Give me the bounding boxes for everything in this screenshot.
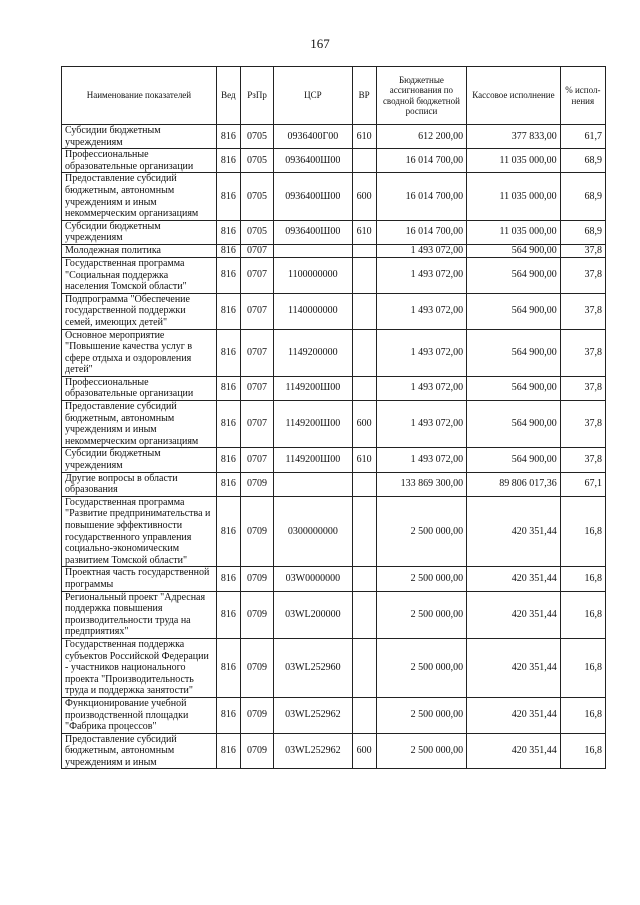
- row-name-cell: Региональный проект "Адресная поддержка повышения производительности труда на предприятиях": [62, 591, 217, 638]
- row-percent-cell: 37,8: [560, 244, 605, 257]
- row-percent-cell: 37,8: [560, 401, 605, 448]
- row-rzpr-cell: 0705: [240, 220, 273, 244]
- row-ved-cell: 816: [216, 401, 240, 448]
- row-vr-cell: [352, 591, 376, 638]
- row-ved-cell: 816: [216, 591, 240, 638]
- row-rzpr-cell: 0705: [240, 149, 273, 173]
- row-assignments-cell: 2 500 000,00: [376, 638, 466, 697]
- row-csr-cell: [274, 244, 352, 257]
- row-rzpr-cell: 0709: [240, 697, 273, 733]
- row-cash-cell: 564 900,00: [467, 401, 561, 448]
- row-csr-cell: 1100000000: [274, 257, 352, 293]
- row-cash-cell: 564 900,00: [467, 293, 561, 329]
- row-vr-cell: [352, 329, 376, 376]
- row-name-cell: Подпрограмма "Обеспечение государственной поддержки семей, имеющих детей": [62, 293, 217, 329]
- header-name: Наименование показателей: [62, 67, 217, 125]
- row-rzpr-cell: 0707: [240, 448, 273, 472]
- row-cash-cell: 420 351,44: [467, 496, 561, 567]
- row-assignments-cell: 16 014 700,00: [376, 173, 466, 220]
- row-csr-cell: 03WL252962: [274, 697, 352, 733]
- row-ved-cell: 816: [216, 638, 240, 697]
- row-rzpr-cell: 0705: [240, 125, 273, 149]
- row-assignments-cell: 1 493 072,00: [376, 257, 466, 293]
- budget-table: [61, 66, 606, 769]
- row-cash-cell: 564 900,00: [467, 244, 561, 257]
- row-cash-cell: 564 900,00: [467, 329, 561, 376]
- row-vr-cell: [352, 149, 376, 173]
- row-ved-cell: 816: [216, 697, 240, 733]
- row-assignments-cell: 16 014 700,00: [376, 149, 466, 173]
- header-csr: ЦСР: [274, 67, 352, 125]
- row-name-cell: Молодежная политика: [62, 244, 217, 257]
- row-csr-cell: 1149200000: [274, 329, 352, 376]
- table-row: [62, 149, 606, 173]
- row-csr-cell: 03WL252960: [274, 638, 352, 697]
- row-vr-cell: [352, 496, 376, 567]
- row-name-cell: Основное мероприятие "Повышение качества услуг в сфере отдыха и оздоровления детей": [62, 329, 217, 376]
- row-rzpr-cell: 0707: [240, 257, 273, 293]
- row-vr-cell: [352, 293, 376, 329]
- row-csr-cell: [274, 472, 352, 496]
- row-percent-cell: 61,7: [560, 125, 605, 149]
- row-assignments-cell: 1 493 072,00: [376, 329, 466, 376]
- row-cash-cell: 377 833,00: [467, 125, 561, 149]
- row-percent-cell: 68,9: [560, 149, 605, 173]
- row-percent-cell: 16,8: [560, 697, 605, 733]
- row-rzpr-cell: 0709: [240, 567, 273, 591]
- row-ved-cell: 816: [216, 448, 240, 472]
- row-cash-cell: 420 351,44: [467, 697, 561, 733]
- row-ved-cell: 816: [216, 244, 240, 257]
- row-csr-cell: 1149200Ш00: [274, 376, 352, 400]
- row-vr-cell: [352, 638, 376, 697]
- row-percent-cell: 16,8: [560, 733, 605, 769]
- row-vr-cell: [352, 244, 376, 257]
- row-percent-cell: 37,8: [560, 293, 605, 329]
- header-assignments: Бюджетные ассигнования по сводной бюджетной росписи: [376, 67, 466, 125]
- row-csr-cell: 03W0000000: [274, 567, 352, 591]
- table-row: [62, 376, 606, 400]
- row-name-cell: Функционирование учебной производственной площадки "Фабрика процессов": [62, 697, 217, 733]
- row-name-cell: Субсидии бюджетным учреждениям: [62, 220, 217, 244]
- row-vr-cell: 610: [352, 220, 376, 244]
- row-ved-cell: 816: [216, 257, 240, 293]
- row-assignments-cell: 133 869 300,00: [376, 472, 466, 496]
- table-row: [62, 257, 606, 293]
- table-row: [62, 697, 606, 733]
- row-cash-cell: 420 351,44: [467, 591, 561, 638]
- header-rzpr: РзПр: [240, 67, 273, 125]
- row-percent-cell: 37,8: [560, 376, 605, 400]
- row-cash-cell: 564 900,00: [467, 448, 561, 472]
- row-ved-cell: 816: [216, 220, 240, 244]
- row-vr-cell: 610: [352, 448, 376, 472]
- row-name-cell: Профессиональные образовательные организации: [62, 376, 217, 400]
- row-csr-cell: 1149200Ш00: [274, 401, 352, 448]
- row-cash-cell: 89 806 017,36: [467, 472, 561, 496]
- row-name-cell: Предоставление субсидий бюджетным, автономным учреждениям и иным: [62, 733, 217, 769]
- row-cash-cell: 564 900,00: [467, 257, 561, 293]
- row-percent-cell: 67,1: [560, 472, 605, 496]
- row-rzpr-cell: 0707: [240, 329, 273, 376]
- row-assignments-cell: 2 500 000,00: [376, 591, 466, 638]
- table-row: [62, 173, 606, 220]
- row-ved-cell: 816: [216, 173, 240, 220]
- row-vr-cell: [352, 257, 376, 293]
- row-csr-cell: 0936400Г00: [274, 125, 352, 149]
- row-ved-cell: 816: [216, 496, 240, 567]
- table-row: [62, 293, 606, 329]
- row-assignments-cell: 1 493 072,00: [376, 448, 466, 472]
- row-rzpr-cell: 0709: [240, 733, 273, 769]
- row-rzpr-cell: 0709: [240, 496, 273, 567]
- row-assignments-cell: 612 200,00: [376, 125, 466, 149]
- header-percent: % испол-нения: [560, 67, 605, 125]
- row-assignments-cell: 2 500 000,00: [376, 496, 466, 567]
- row-cash-cell: 11 035 000,00: [467, 220, 561, 244]
- row-ved-cell: 816: [216, 149, 240, 173]
- row-percent-cell: 68,9: [560, 220, 605, 244]
- row-cash-cell: 564 900,00: [467, 376, 561, 400]
- row-rzpr-cell: 0705: [240, 173, 273, 220]
- row-vr-cell: 610: [352, 125, 376, 149]
- header-cash: Кассовое исполнение: [467, 67, 561, 125]
- row-csr-cell: 0936400Ш00: [274, 220, 352, 244]
- row-name-cell: Профессиональные образовательные организации: [62, 149, 217, 173]
- row-csr-cell: 0936400Ш00: [274, 149, 352, 173]
- table-row: [62, 591, 606, 638]
- table-row: [62, 244, 606, 257]
- row-percent-cell: 37,8: [560, 448, 605, 472]
- row-cash-cell: 11 035 000,00: [467, 173, 561, 220]
- row-assignments-cell: 1 493 072,00: [376, 293, 466, 329]
- row-percent-cell: 16,8: [560, 591, 605, 638]
- row-assignments-cell: 2 500 000,00: [376, 733, 466, 769]
- row-name-cell: Государственная поддержка субъектов Российской Федерации - участников национального проекта "Производительность труда и поддержка занятости": [62, 638, 217, 697]
- row-ved-cell: 816: [216, 293, 240, 329]
- row-cash-cell: 420 351,44: [467, 567, 561, 591]
- row-cash-cell: 420 351,44: [467, 638, 561, 697]
- row-vr-cell: [352, 567, 376, 591]
- row-assignments-cell: 1 493 072,00: [376, 376, 466, 400]
- table-row: [62, 125, 606, 149]
- row-rzpr-cell: 0707: [240, 401, 273, 448]
- row-vr-cell: 600: [352, 173, 376, 220]
- row-percent-cell: 16,8: [560, 567, 605, 591]
- table-row: [62, 472, 606, 496]
- row-vr-cell: [352, 472, 376, 496]
- table-row: [62, 638, 606, 697]
- row-percent-cell: 68,9: [560, 173, 605, 220]
- row-ved-cell: 816: [216, 567, 240, 591]
- row-assignments-cell: 1 493 072,00: [376, 244, 466, 257]
- row-name-cell: Субсидии бюджетным учреждениям: [62, 448, 217, 472]
- row-rzpr-cell: 0707: [240, 244, 273, 257]
- row-assignments-cell: 2 500 000,00: [376, 697, 466, 733]
- table-row: [62, 733, 606, 769]
- header-vr: ВР: [352, 67, 376, 125]
- row-cash-cell: 420 351,44: [467, 733, 561, 769]
- header-ved: Вед: [216, 67, 240, 125]
- row-csr-cell: 0300000000: [274, 496, 352, 567]
- header-row: [62, 67, 606, 125]
- row-csr-cell: 1140000000: [274, 293, 352, 329]
- row-ved-cell: 816: [216, 329, 240, 376]
- row-name-cell: Предоставление субсидий бюджетным, автономным учреждениям и иным некоммерческим организациям: [62, 173, 217, 220]
- row-ved-cell: 816: [216, 125, 240, 149]
- row-cash-cell: 11 035 000,00: [467, 149, 561, 173]
- row-assignments-cell: 2 500 000,00: [376, 567, 466, 591]
- row-csr-cell: 03WL200000: [274, 591, 352, 638]
- row-vr-cell: [352, 376, 376, 400]
- row-name-cell: Субсидии бюджетным учреждениям: [62, 125, 217, 149]
- page-number: 167: [310, 36, 330, 51]
- row-vr-cell: 600: [352, 401, 376, 448]
- row-percent-cell: 16,8: [560, 638, 605, 697]
- table-row: [62, 448, 606, 472]
- row-ved-cell: 816: [216, 733, 240, 769]
- row-csr-cell: 1149200Ш00: [274, 448, 352, 472]
- row-rzpr-cell: 0709: [240, 472, 273, 496]
- row-name-cell: Государственная программа "Социальная поддержка населения Томской области": [62, 257, 217, 293]
- table-row: [62, 401, 606, 448]
- row-csr-cell: 0936400Ш00: [274, 173, 352, 220]
- row-name-cell: Другие вопросы в области образования: [62, 472, 217, 496]
- row-rzpr-cell: 0709: [240, 638, 273, 697]
- row-vr-cell: 600: [352, 733, 376, 769]
- row-assignments-cell: 1 493 072,00: [376, 401, 466, 448]
- row-vr-cell: [352, 697, 376, 733]
- table-row: [62, 496, 606, 567]
- row-percent-cell: 37,8: [560, 329, 605, 376]
- row-name-cell: Государственная программа "Развитие предпринимательства и повышение эффективности государственного управления социально-экономическим развитием Томской области": [62, 496, 217, 567]
- row-name-cell: Предоставление субсидий бюджетным, автономным учреждениям и иным некоммерческим организациям: [62, 401, 217, 448]
- row-name-cell: Проектная часть государственной программы: [62, 567, 217, 591]
- row-percent-cell: 37,8: [560, 257, 605, 293]
- row-rzpr-cell: 0707: [240, 376, 273, 400]
- table-row: [62, 220, 606, 244]
- table-row: [62, 567, 606, 591]
- row-percent-cell: 16,8: [560, 496, 605, 567]
- table-row: [62, 329, 606, 376]
- row-ved-cell: 816: [216, 376, 240, 400]
- row-rzpr-cell: 0707: [240, 293, 273, 329]
- row-csr-cell: 03WL252962: [274, 733, 352, 769]
- row-assignments-cell: 16 014 700,00: [376, 220, 466, 244]
- row-rzpr-cell: 0709: [240, 591, 273, 638]
- row-ved-cell: 816: [216, 472, 240, 496]
